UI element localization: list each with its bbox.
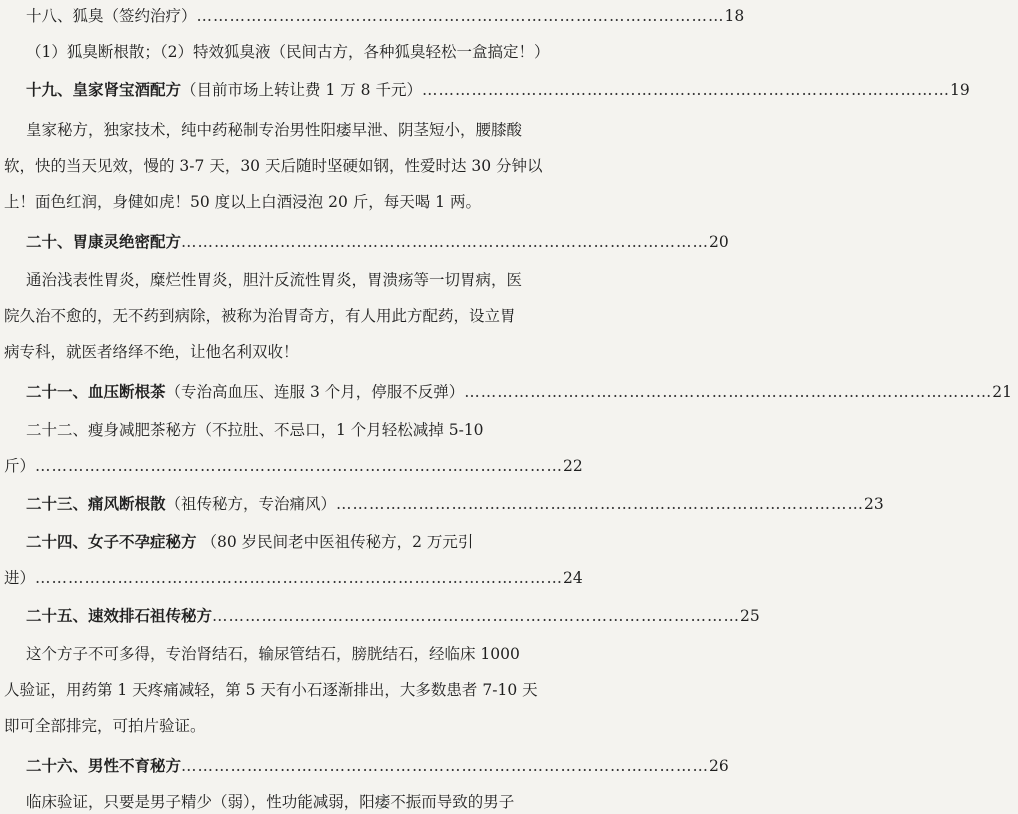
toc-leader-dots: ……………………………………………………………………………………: [212, 607, 741, 625]
toc-entry-note: （专治高血压、连服 3 个月，停服不反弹）: [165, 383, 465, 401]
toc-entry-24-continued: [0, 568, 583, 588]
toc-entry-18: [0, 6, 745, 26]
toc-entry-24: [0, 532, 601, 552]
toc-leader-dots: ……………………………………………………………………………………: [196, 7, 725, 25]
toc-entry-19: [0, 80, 970, 100]
toc-leader-dots: ……………………………………………………………………………………: [35, 457, 564, 475]
body-text-line: 上！面色红润，身健如虎！50 度以上白酒浸泡 20 斤，每天喝 1 两。: [4, 193, 481, 211]
toc-entry-26: [0, 756, 729, 776]
toc-entry-20: [0, 232, 729, 252]
toc-page-number: 21: [992, 383, 1012, 401]
toc-entry-note: （祖传秘方，专治痛风）: [165, 495, 337, 513]
body-text-line: 这个方子不可多得，专治肾结石，输尿管结石，膀胱结石，经临床 1000: [26, 645, 520, 663]
toc-entry-note: （目前市场上转让费 1 万 8 千元）: [181, 81, 422, 99]
toc-leader-dots: ……………………………………………………………………………………: [336, 495, 865, 513]
toc-entry-22-continued: [0, 456, 583, 476]
body-text-line: 病专科，就医者络绎不绝，让他名利双收！: [4, 343, 299, 361]
toc-leader-dots: ……………………………………………………………………………………: [35, 569, 564, 587]
toc-entry-title-continued: 斤）: [4, 457, 36, 475]
body-text-line: 软，快的当天见效，慢的 3-7 天，30 天后随时坚硬如钢，性爱时达 30 分钟以: [4, 157, 543, 175]
toc-page-number: 19: [949, 81, 970, 99]
toc-entry-title: 二十三、痛风断根散: [26, 494, 166, 513]
body-text-line: 人验证，用药第 1 天疼痛减轻，第 5 天有小石逐渐排出，大多数患者 7-10 天: [4, 681, 538, 699]
toc-entry-note: （80 岁民间老中医祖传秘方，2 万元引: [201, 533, 474, 551]
body-text-line: 临床验证，只要是男子精少（弱），性功能减弱，阳痿不振而导致的男子: [26, 793, 515, 811]
body-text-line: 皇家秘方，独家技术，纯中药秘制专治男性阳痿早泄、阴茎短小，腰膝酸: [26, 121, 523, 139]
toc-page-number: 18: [724, 7, 745, 25]
toc-leader-dots: ……………………………………………………………………………………: [464, 383, 993, 401]
toc-entry-title: 十八、狐臭（签约治疗）: [26, 7, 197, 25]
toc-entry-25: [0, 606, 760, 626]
toc-leader-dots: ……………………………………………………………………………………: [421, 81, 950, 99]
toc-entry-22: 二十二、瘦身减肥茶秘方（不拉肚、不忌口，1 个月轻松减掉 5-10: [26, 421, 484, 439]
toc-entry-21: [0, 382, 1012, 402]
toc-leader-dots: ……………………………………………………………………………………: [181, 757, 710, 775]
toc-page-number: 24: [563, 569, 583, 587]
toc-entry-title-continued: 进）: [4, 569, 36, 587]
toc-page-number: 20: [709, 233, 729, 251]
toc-leader-dots: ……………………………………………………………………………………: [181, 233, 710, 251]
toc-page-number: 23: [864, 495, 884, 513]
body-text-line: 通治浅表性胃炎，糜烂性胃炎，胆汁反流性胃炎，胃溃疡等一切胃病，医: [26, 271, 523, 289]
toc-entry-title: 二十四、女子不孕症秘方: [26, 532, 197, 551]
body-text-line: 院久治不愈的，无不药到病除，被称为治胃奇方，有人用此方配药，设立胃: [4, 307, 516, 325]
toc-entry-title: 二十一、血压断根茶: [26, 382, 166, 401]
toc-entry-title: 十九、皇家肾宝酒配方: [26, 80, 182, 99]
body-text-line: 即可全部排完，可拍片验证。: [4, 717, 206, 735]
toc-entry-title: 二十六、男性不育秘方: [26, 756, 182, 775]
body-text-line: （1）狐臭断根散；（2）特效狐臭液（民间古方，各种狐臭轻松一盒搞定！）: [26, 43, 550, 61]
toc-entry-title: 二十、胃康灵绝密配方: [26, 232, 182, 251]
toc-entry-23: [0, 494, 884, 514]
toc-page-number: 22: [563, 457, 583, 475]
toc-page-number: 26: [709, 757, 729, 775]
toc-entry-title: 二十五、速效排石祖传秘方: [26, 606, 213, 625]
toc-page-number: 25: [740, 607, 760, 625]
